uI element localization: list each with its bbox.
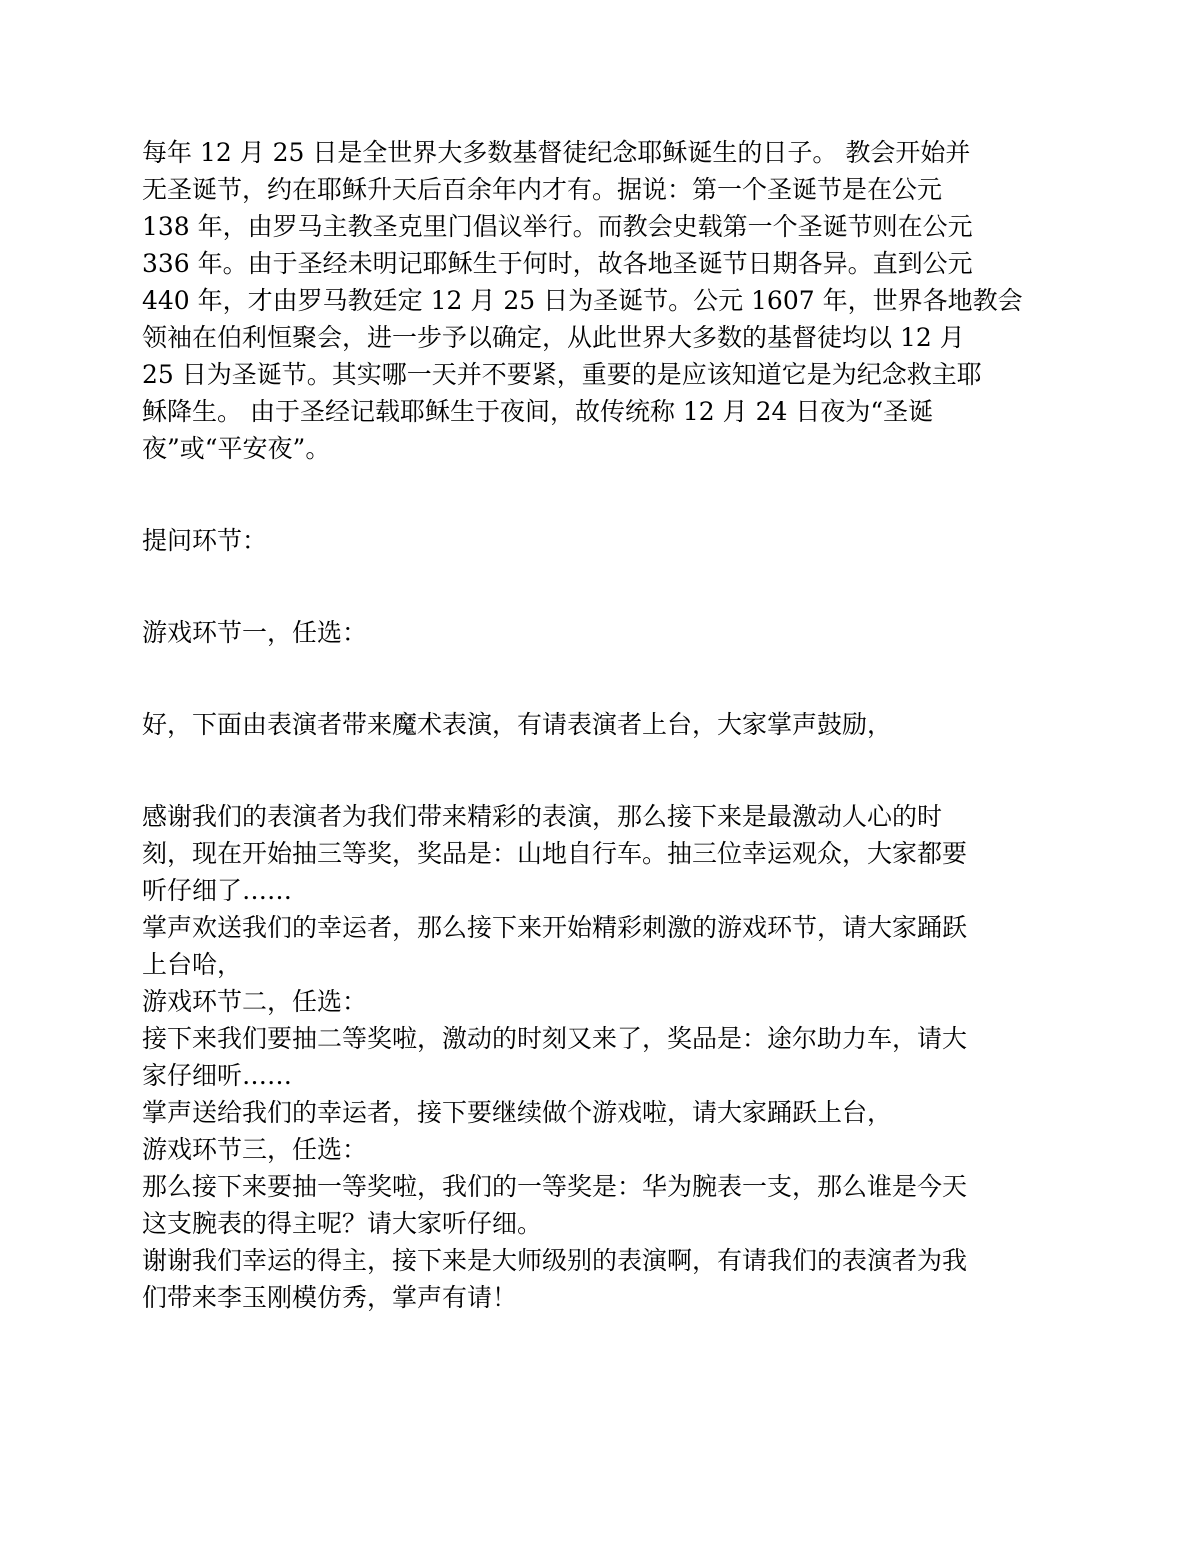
intro-line: 无圣诞节，约在耶稣升天后百余年内才有。据说：第一个圣诞节是在公元 xyxy=(142,175,943,204)
body-line: 那么接下来要抽一等奖啦，我们的一等奖是：华为腕表一支，那么谁是今天 xyxy=(142,1172,968,1201)
body-line: 家仔细听…… xyxy=(142,1061,293,1090)
spacer xyxy=(142,467,1058,522)
intro-line: 稣降生。 由于圣经记载耶稣生于夜间，故传统称 12 月 24 日夜为“圣诞 xyxy=(142,397,934,426)
game1-heading: 游戏环节一，任选： xyxy=(142,618,368,647)
body-line: 感谢我们的表演者为我们带来精彩的表演，那么接下来是最激动人心的时 xyxy=(142,802,943,831)
body-line: 听仔细了…… xyxy=(142,876,293,905)
intro-line: 138 年，由罗马主教圣克里门倡议举行。而教会史载第一个圣诞节则在公元 xyxy=(142,212,973,241)
body-paragraph xyxy=(142,798,1058,1316)
body-line: 上台哈， xyxy=(142,950,243,979)
body-line: 刻，现在开始抽三等奖，奖品是：山地自行车。抽三位幸运观众，大家都要 xyxy=(142,839,968,868)
body-line: 游戏环节三，任选： xyxy=(142,1135,368,1164)
body-line: 谢谢我们幸运的得主，接下来是大师级别的表演啊，有请我们的表演者为我 xyxy=(142,1246,968,1275)
intro-line: 25 日为圣诞节。其实哪一天并不要紧，重要的是应该知道它是为纪念救主耶 xyxy=(142,360,982,389)
body-line: 游戏环节二，任选： xyxy=(142,987,368,1016)
intro-line: 336 年。由于圣经未明记耶稣生于何时，故各地圣诞节日期各异。直到公元 xyxy=(142,249,973,278)
body-line: 掌声欢送我们的幸运者，那么接下来开始精彩刺激的游戏环节，请大家踊跃 xyxy=(142,913,968,942)
magic-line: 好，下面由表演者带来魔术表演，有请表演者上台，大家掌声鼓励， xyxy=(142,710,893,739)
body-line: 这支腕表的得主呢？请大家听仔细。 xyxy=(142,1209,543,1238)
spacer xyxy=(142,743,1058,798)
body-line: 掌声送给我们的幸运者，接下要继续做个游戏啦，请大家踊跃上台， xyxy=(142,1098,893,1127)
intro-line: 每年 12 月 25 日是全世界大多数基督徒纪念耶稣诞生的日子。 教会开始并 xyxy=(142,138,971,167)
spacer xyxy=(142,651,1058,706)
spacer xyxy=(142,559,1058,614)
qa-heading: 提问环节： xyxy=(142,526,268,555)
intro-line: 领袖在伯利恒聚会，进一步予以确定，从此世界大多数的基督徒均以 12 月 xyxy=(142,323,965,352)
intro-paragraph xyxy=(142,134,1058,467)
intro-line: 440 年，才由罗马教廷定 12 月 25 日为圣诞节。公元 1607 年，世界各地教会 xyxy=(142,286,1023,315)
body-line: 们带来李玉刚模仿秀，掌声有请！ xyxy=(142,1283,518,1312)
body-line: 接下来我们要抽二等奖啦，激动的时刻又来了，奖品是：途尔助力车，请大 xyxy=(142,1024,968,1053)
intro-line: 夜”或“平安夜”。 xyxy=(142,434,331,463)
document-page xyxy=(142,134,1058,1316)
